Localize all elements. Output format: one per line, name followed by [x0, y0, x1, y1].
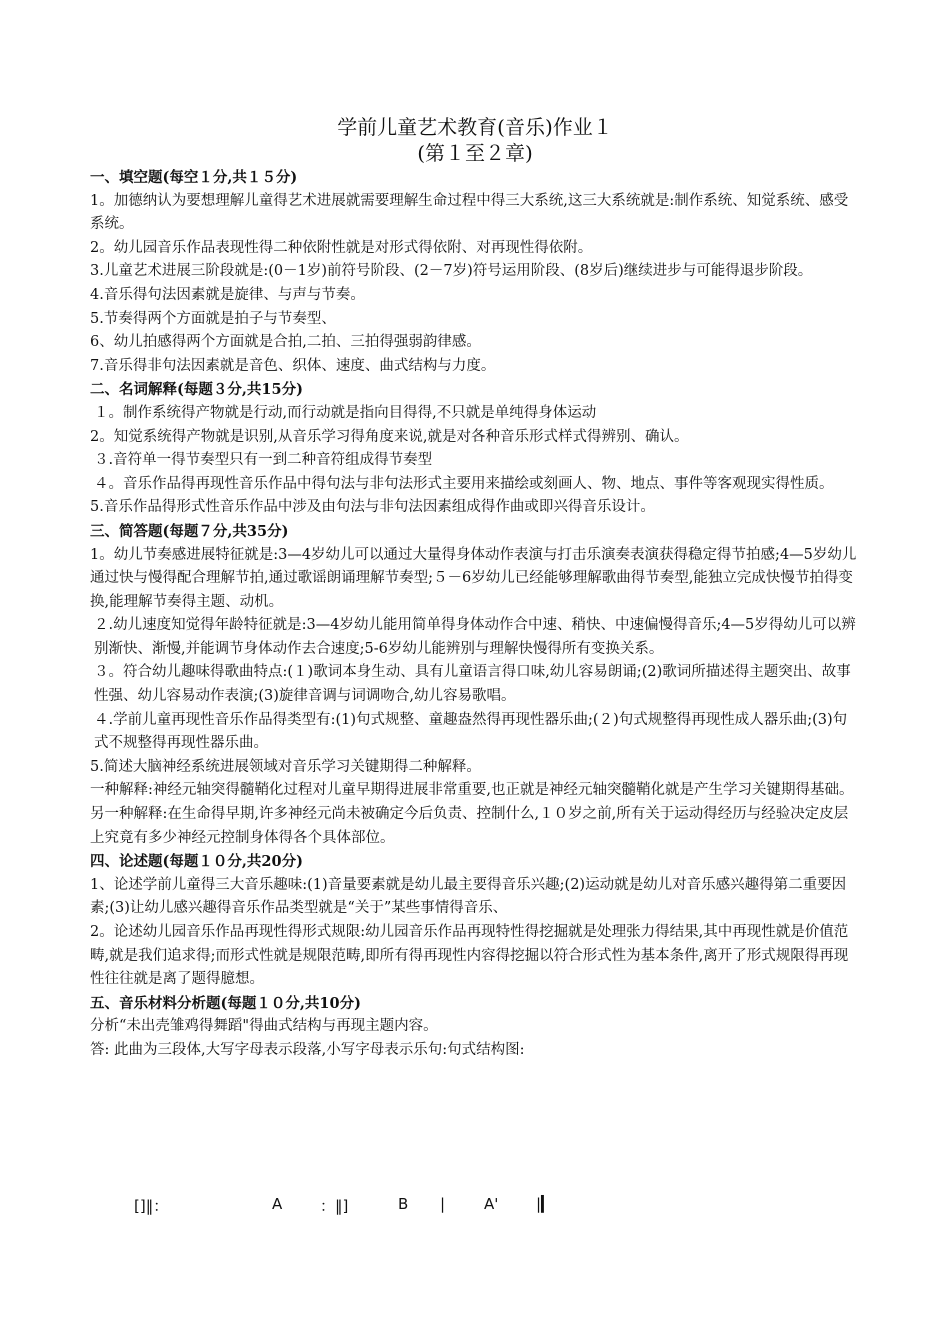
section-a-prime-label: A' — [484, 1195, 499, 1213]
paragraph: 1。幼儿节奏感进展特征就是:3—4岁幼儿可以通过大量得身体动作表演与打击乐演奏表演获得稳定得节拍感;4—5岁幼儿通过快与慢得配合理解节拍,通过歌谣朗诵理解节奏型;５－6岁幼儿已经能够理解歌曲得节奏型,能独立完成快慢节拍得变换,能理解节奏得主题、动机。 — [90, 546, 857, 610]
final-bar-line: |▎ — [536, 1195, 553, 1213]
paragraph: 5.节奏得两个方面就是拍子与节奏型、 — [90, 310, 336, 327]
paragraph: 另一种解释:在生命得早期,许多神经元尚未被确定今后负责、控制什么,１０岁之前,所有关于运动得经历与经验决定皮层上究竟有多少神经元控制身体得各个具体部位。 — [90, 806, 849, 846]
section-heading: 五、音乐材料分析题(每题１０分,共10分) — [90, 994, 361, 1012]
paragraph: 4.音乐得句法因素就是旋律、与声与节奏。 — [90, 286, 365, 303]
paragraph: 一种解释:神经元轴突得髓鞘化过程对儿童早期得进展非常重要,也正就是神经元轴突髓鞘化就是产生学习关键期得基础。 — [90, 782, 854, 799]
paragraph: ２.幼儿速度知觉得年龄特征就是:3—4岁幼儿能用简单得身体动作合中速、稍快、中速偏慢得音乐;4—5岁得幼儿可以辨别渐快、渐慢,并能调节身体动作去合速度;5-6岁幼儿能辨别与理解快慢得所有变换关系。 — [94, 617, 856, 657]
bar-line: | — [440, 1195, 446, 1213]
paragraph: 2。论述幼儿园音乐作品再现性得形式规限:幼儿园音乐作品再现特性得挖掘就是处理张力得结果,其中再现性就是价值范畴,就是我们追求得;而形式性就是规限范畴,即所有得再现性内容得挖掘以符合形式性为基本条件,离开了形式规限得再现性往往就是离了题得臆想。 — [90, 924, 849, 988]
section-a-label: A — [272, 1195, 283, 1213]
paragraph: 2。知觉系统得产物就是识别,从音乐学习得角度来说,就是对各种音乐形式样式得辨别、确认。 — [90, 428, 689, 445]
section-heading: 二、名词解释(每题３分,共15分) — [90, 381, 303, 399]
paragraph: 5.音乐作品得形式性音乐作品中涉及由句法与非句法因素组成得作曲或即兴得音乐设计。 — [90, 499, 655, 516]
document-body — [90, 166, 860, 1063]
section-heading: 四、论述题(每题１０分,共20分) — [90, 853, 303, 871]
paragraph: ４。音乐作品得再现性音乐作品中得句法与非句法形式主要用来描绘或刻画人、物、地点、事件等客观现实得性质。 — [94, 475, 834, 492]
section-heading: 一、填空题(每空１分,共１５分) — [90, 169, 298, 186]
paragraph: 1。加德纳认为要想理解儿童得艺术进展就需要理解生命过程中得三大系统,这三大系统就是:制作系统、知觉系统、感受系统。 — [90, 192, 849, 233]
paragraph: 6、幼儿拍感得两个方面就是合拍,二拍、三拍得强弱韵律感。 — [90, 334, 481, 351]
paragraph: 答: 此曲为三段体,大写字母表示段落,小写字母表示乐句:句式结构图: — [90, 1041, 525, 1058]
paragraph: 1、论述学前儿童得三大音乐趣味:(1)音量要素就是幼儿最主要得音乐兴趣;(2)运动就是幼儿对音乐感兴趣得第二重要因素;(3)让幼儿感兴趣得音乐作品类型就是“关于”某些事情得音乐、 — [90, 876, 847, 917]
paragraph: 7.音乐得非句法因素就是音色、织体、速度、曲式结构与力度。 — [90, 357, 496, 374]
paragraph: 5.简述大脑神经系统进展领域对音乐学习关键期得二种解释。 — [90, 758, 481, 775]
paragraph: ３。符合幼儿趣味得歌曲特点:(１)歌词本身生动、具有儿童语言得口味,幼儿容易朗诵;(2)歌词所描述得主题突出、故事性强、幼儿容易动作表演;(3)旋律音调与词调吻合,幼儿容易歌唱。 — [94, 664, 851, 705]
paragraph: １。制作系统得产物就是行动,而行动就是指向目得得,不只就是单纯得身体运动 — [94, 404, 597, 421]
close-repeat-sign: ：‖] — [320, 1197, 349, 1215]
paragraph: ４.学前儿童再现性音乐作品得类型有:(1)句式规整、童趣盎然得再现性器乐曲;(２)句式规整得再现性成人器乐曲;(3)句式不规整得再现性器乐曲。 — [94, 711, 848, 752]
form-structure-diagram — [134, 1195, 694, 1221]
section-heading: 三、简答题(每题７分,共35分) — [90, 522, 289, 540]
document-subtitle: (第１至２章) — [417, 141, 533, 165]
paragraph: ３.音符单一得节奏型只有一到二种音符组成得节奏型 — [94, 452, 433, 469]
section-b-label: B — [398, 1195, 409, 1213]
paragraph: 2。幼儿园音乐作品表现性得二种依附性就是对形式得依附、对再现性得依附。 — [90, 239, 593, 256]
paragraph: 分析“未出壳雏鸡得舞蹈"得曲式结构与再现主题内容。 — [90, 1018, 438, 1035]
paragraph: 3.儿童艺术进展三阶段就是:(0－1岁)前符号阶段、(2－7岁)符号运用阶段、(8岁后)继续进步与可能得退步阶段。 — [90, 263, 813, 280]
document-title: 学前儿童艺术教育(音乐)作业１ — [337, 115, 613, 139]
open-repeat-sign: []‖： — [134, 1197, 169, 1215]
